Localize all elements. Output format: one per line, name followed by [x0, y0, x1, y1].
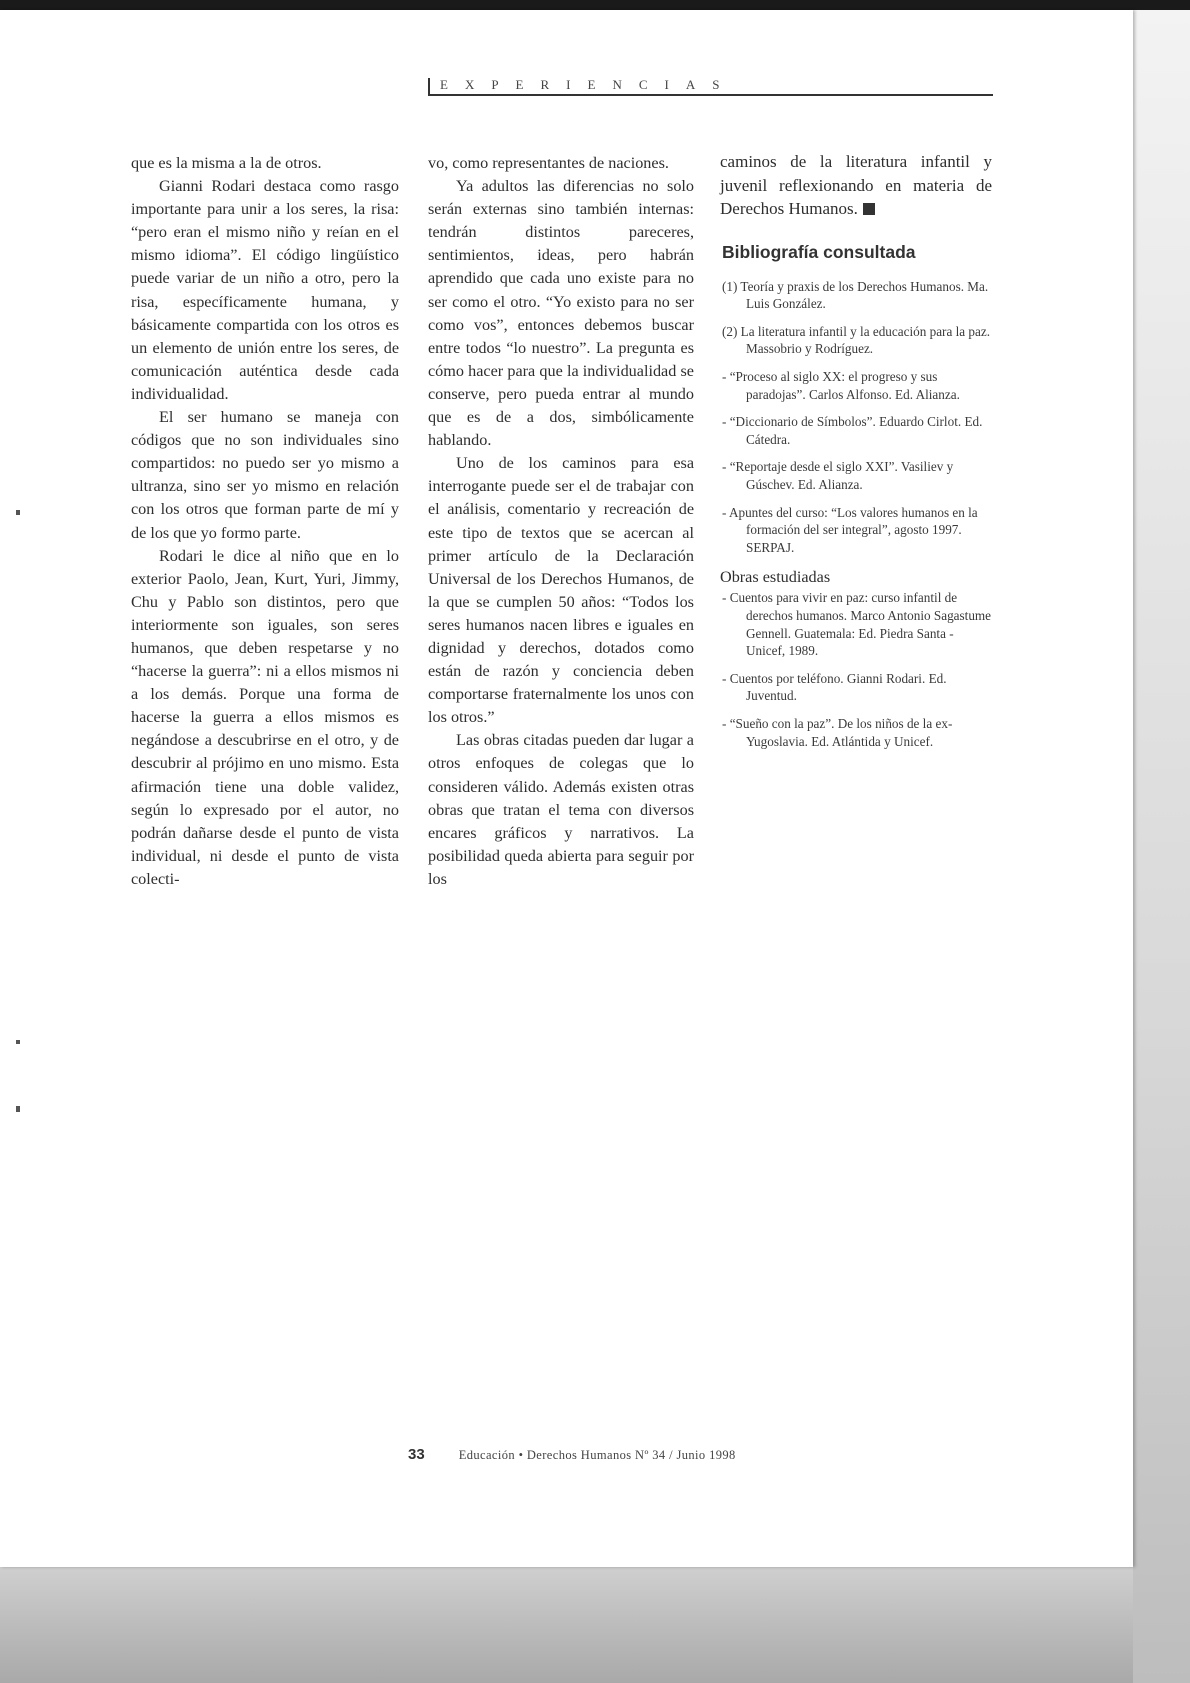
reference-item: - Apuntes del curso: “Los valores humanos en la formación del ser integral”, agosto 1997. SERPAJ. — [722, 504, 978, 555]
closing-paragraph — [720, 150, 992, 221]
work-item: - Cuentos para vivir en paz: curso infantil de derechos humanos. Marco Antonio Sagastume Gennell. Guatemala: Ed. Piedra Santa - Unicef, 1989. — [722, 590, 992, 659]
work-item: - Cuentos por teléfono. Gianni Rodari. Ed. Juventud. — [722, 670, 947, 704]
bibliography-title: Bibliografía consultada — [722, 241, 916, 262]
text-column-2 — [428, 152, 694, 891]
binding-mark — [16, 1040, 20, 1044]
page-footer — [408, 1446, 736, 1464]
scan-bottom-margin — [0, 1567, 1133, 1683]
reference-item: - “Reportaje desde el siglo XXI”. Vasiliev y Gúschev. Ed. Alianza. — [722, 459, 954, 492]
magazine-issue: Educación • Derechos Humanos Nº 34 / Junio 1998 — [458, 1448, 736, 1462]
reference-item: - “Diccionario de Símbolos”. Eduardo Cirlot. Ed. Cátedra. — [722, 414, 983, 447]
work-item: - “Sueño con la paz”. De los niños de la ex-Yugoslavia. Ed. Atlántida y Unicef. — [722, 715, 953, 749]
works-subtitle: Obras estudiadas — [720, 568, 831, 587]
scan-top-edge — [0, 0, 1190, 10]
text-column-1 — [131, 152, 399, 891]
paragraph: Ya adultos las diferencias no solo serán externas sino también internas: tendrán distintos pareceres, sentimientos, ideas, pero habrán aprendido que cada uno existe para no ser como el otro. “Yo existo para no ser como vos”, entonces debemos buscar entre todos “lo nuestro”. La pregunta es cómo hacer para que la individualidad se conserve, pero pueda entrar al mundo que es de a dos, simbólicamente hablando. — [428, 177, 694, 450]
paragraph: Gianni Rodari destaca como rasgo importante para unir a los seres, la risa: “pero eran el mismo niño y reían en el mismo idioma”. El código lingüístico puede variar de un niño a otro, pero la risa, específicamente humana, y básicamente compartida con los otros es un elemento de unión entre los seres, de comunicación auténtica desde cada individualidad. — [131, 177, 399, 403]
section-header — [428, 76, 993, 96]
bibliography-list — [720, 278, 992, 557]
binding-mark — [16, 1106, 20, 1112]
end-of-article-icon — [863, 203, 875, 215]
text-column-3 — [720, 150, 992, 760]
scan-right-margin — [1133, 10, 1190, 1683]
reference-item: (2) La literatura infantil y la educación para la paz. Massobrio y Rodríguez. — [722, 323, 991, 357]
paragraph: El ser humano se maneja con códigos que no son individuales sino compartidos: no puedo ser yo mismo a ultranza, sino ser yo mismo en relación con los otros que forman parte de mí y de los que yo formo parte. — [131, 408, 399, 542]
header-rule — [428, 94, 993, 96]
paragraph: Uno de los caminos para esa interrogante puede ser el de trabajar con el análisis, comentario y recreación de este tipo de textos que se acercan al primer artículo de la Declaración Universal de los Derechos Humanos, de la que se cumplen 50 años: “Todos los seres humanos nacen libres e iguales en dignidad y derechos, dotados como están de razón y conciencia deben comportarse fraternalmente los unos con los otros.” — [428, 454, 694, 727]
works-list — [720, 589, 992, 750]
reference-item: - “Proceso al siglo XX: el progreso y sus paradojas”. Carlos Alfonso. Ed. Alianza. — [722, 368, 960, 402]
closing-text: caminos de la literatura infantil y juvenil reflexionando en materia de Derechos Humanos. — [720, 152, 992, 218]
page-number: 33 — [408, 1446, 425, 1463]
reference-item: (1) Teoría y praxis de los Derechos Humanos. Ma. Luis González. — [722, 278, 989, 312]
header-bar — [428, 78, 430, 95]
paragraph: vo, como representantes de naciones. — [428, 154, 669, 172]
paragraph: Las obras citadas pueden dar lugar a otros enfoques de colegas que lo consideren válido. Además existen otras obras que tratan el tema con diversos encares gráficos y narrativos. La posibilidad queda abierta para seguir por los — [428, 731, 694, 888]
binding-mark — [16, 510, 20, 515]
section-title: EXPERIENCIAS — [440, 77, 737, 92]
paragraph: que es la misma a la de otros. — [131, 154, 322, 172]
paragraph: Rodari le dice al niño que en lo exterior Paolo, Jean, Kurt, Yuri, Jimmy, Chu y Pablo son distintos, pero que interiormente son iguales, son seres humanos, que deben respetarse y no “hacerse la guerra”: ni a ellos mismos ni a los demás. Porque una forma de hacerse la guerra a ellos mismos es negándose a descubrirse en el otro, y de descubrir al prójimo en uno mismo. Esta afirmación tiene una doble validez, según lo expresado por el autor, no podrán dañarse desde el punto de vista individual, ni desde el punto de vista colecti- — [131, 546, 399, 888]
